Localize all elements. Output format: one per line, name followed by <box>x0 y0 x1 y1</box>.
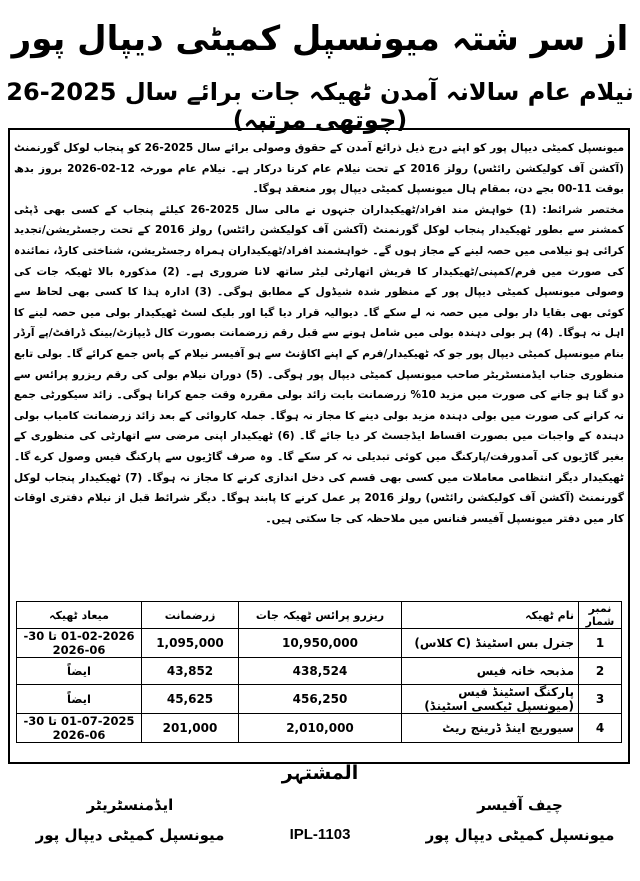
row-reserve: 438,524 <box>239 658 402 685</box>
row-name: سیوریج اینڈ ڈرینج ریٹ <box>402 714 579 743</box>
row-reserve: 456,250 <box>239 685 402 714</box>
header-period: میعاد ٹھیکہ <box>17 602 142 629</box>
row-name: پارکنگ اسٹینڈ فیس (میونسپل ٹیکسی اسٹینڈ) <box>402 685 579 714</box>
chief-officer-org: میونسپل کمیٹی دیپال پور <box>425 826 615 844</box>
header-number: نمبر شمار <box>579 602 622 629</box>
chief-officer-title: چیف آفیسر <box>477 796 563 814</box>
row-name: جنرل بس اسٹینڈ (C کلاس) <box>402 629 579 658</box>
page-title: از سر شتہ میونسپل کمیٹی دیپال پور <box>11 19 629 59</box>
conditions-paragraph <box>14 200 624 530</box>
administrator-title: ایڈمنسٹریٹر <box>86 796 174 814</box>
administrator-org: میونسپل کمیٹی دیپال پور <box>35 826 225 844</box>
row-security: 1,095,000 <box>142 629 239 658</box>
table-row <box>17 658 622 685</box>
row-number: 2 <box>579 658 622 685</box>
row-number: 4 <box>579 714 622 743</box>
intro-paragraph: میونسپل کمیٹی دیپال پور کو اپنے درج ذیل ذرائع آمدن کے حقوق وصولی برائے سال 2025-26 کو پنجاب لوکل گورنمنٹ (آکشن آف کولیکشن رائٹس) رولز 2016 کے تحت نیلام عام کرنا درکار ہے۔ نیلام عام مورخہ 12-02-2026 بروز بدھ بوقت 11-00 بجے دن، بمقام ہال میونسپل کمیٹی دیپال پور منعقد ہوگا۔ <box>14 142 625 196</box>
table-header-row <box>17 602 622 629</box>
row-number: 1 <box>579 629 622 658</box>
table-row <box>17 714 622 743</box>
conditions-heading: مختصر شرائط: <box>542 203 624 216</box>
notice-body <box>14 138 624 529</box>
table-row <box>17 685 622 714</box>
row-period: ایضاً <box>17 658 142 685</box>
page-subtitle: نیلام عام سالانہ آمدن ٹھیکہ جات برائے سال 2025-26 (چوتھی مرتبہ) <box>6 78 634 134</box>
row-security: 43,852 <box>142 658 239 685</box>
row-reserve: 2,010,000 <box>239 714 402 743</box>
header-reserve: ریزرو پرائس ٹھیکہ جات <box>239 602 402 629</box>
table-row <box>17 629 622 658</box>
administrator-signature-block <box>30 790 230 850</box>
contracts-table-wrap <box>16 601 622 743</box>
ipl-code: IPL-1103 <box>289 826 351 843</box>
row-name: مذبحہ خانہ فیس <box>402 658 579 685</box>
row-security: 45,625 <box>142 685 239 714</box>
announcer-label: المشتہر <box>281 762 359 784</box>
header-security: زرضمانت <box>142 602 239 629</box>
header-name: نام ٹھیکہ <box>402 602 579 629</box>
row-security: 201,000 <box>142 714 239 743</box>
conditions-text: (1) خواہش مند افراد/ٹھیکیداران جنہوں نے مالی سال 2025-26 کیلئے پنجاب کے کسی بھی ڈپٹی کمشنر سے بطور ٹھیکیدار پنجاب لوکل گورنمنٹ (آکشن آف کولیکشن رائٹس) رولز 2016 کے تحت رجسٹریشن/تجدید کرائی ہو نیلامی میں حصہ لینے کے مجاز ہوں گے۔ خواہشمند افراد/ٹھیکیداران ہمراہ رجسٹریشن، شناختی کارڈ، نمائندہ کی صورت میں فرم/کمپنی/ٹھیکیدار کا فریش اتھارٹی لیٹر ساتھ لانا ضروری ہے۔ (2) مذکورہ بالا ٹھیکہ جات کی وصولی میونسپل کمیٹی دیپال پور کے منظور شدہ شیڈول کے مطابق ہوگی۔ (3) ادارہ ہذا کا کسی بھی لحاظ سے کوئی بھی بقایا دار بولی میں حصہ نہ لے سکے گا۔ دیوالیہ قرار دیا گیا اور بلیک لسٹ ٹھیکیدار بولی میں حصہ لینے کا اہل نہ ہوگا۔ (4) ہر بولی دہندہ بولی میں شامل ہونے سے قبل رقم زرضمانت بصورت کال ڈیپازٹ/بینک ڈرافٹ/پے آرڈر بنام میونسپل کمیٹی دیپال پور جو کہ ٹھیکیدار/فرم کے اپنے اکاؤنٹ سے ہو آفیسر نیلام کے پاس جمع کرائے گا۔ بولی تابع منظوری جناب ایڈمنسٹریٹر صاحب میونسپل کمیٹی دیپال پور ہوگی۔ (5) دوران نیلام بولی کی رقم ریزرو پرائس سے دو گنا ہو جانے کی صورت میں مزید 10% زرضمانت بابت زائد بولی مقررہ وقت جمع کرانا ہوگی۔ زائد سیکورٹی جمع نہ کرانے کی صورت میں بولی دہندہ مزید بولی دینے کا مجاز نہ ہوگا۔ جملہ کاروائی کے بعد زائد زرضمانت کامیاب بولی دہندہ کے واجبات میں بصورت اقساط ایڈجسٹ کر دیا جائے گا۔ (6) ٹھیکیدار اپنی مرضی سے اتھارٹی کی منظوری کے بغیر گاڑیوں کی آمدورفت/پارکنگ میں کوئی تبدیلی نہ کر سکے گا۔ وہ صرف گاڑیوں سے پارکنگ فیس وصول کرے گا۔ ٹھیکیدار دیگر انتظامی معاملات میں کسی بھی قسم کی دخل اندازی کرنے کا مجاز نہ ہوگا۔ (7) ٹھیکیدار پنجاب لوکل گورنمنٹ (آکشن آف کولیکشن رائٹس) رولز 2016 پر عمل کرنے کا پابند ہوگا۔ دیگر شرائط قبل از نیلام دفتری اوقات کار میں دفتر میونسپل آفیسر فنانس میں ملاحظہ کی جا سکتی ہیں۔ <box>14 203 624 525</box>
contracts-table <box>16 601 622 743</box>
row-period: ایضاً <box>17 685 142 714</box>
row-reserve: 10,950,000 <box>239 629 402 658</box>
row-period: 01-02-2026 تا 30-06-2026 <box>17 629 142 658</box>
row-period: 01-07-2025 تا 30-06-2026 <box>17 714 142 743</box>
row-number: 3 <box>579 685 622 714</box>
chief-officer-signature-block <box>420 790 620 850</box>
